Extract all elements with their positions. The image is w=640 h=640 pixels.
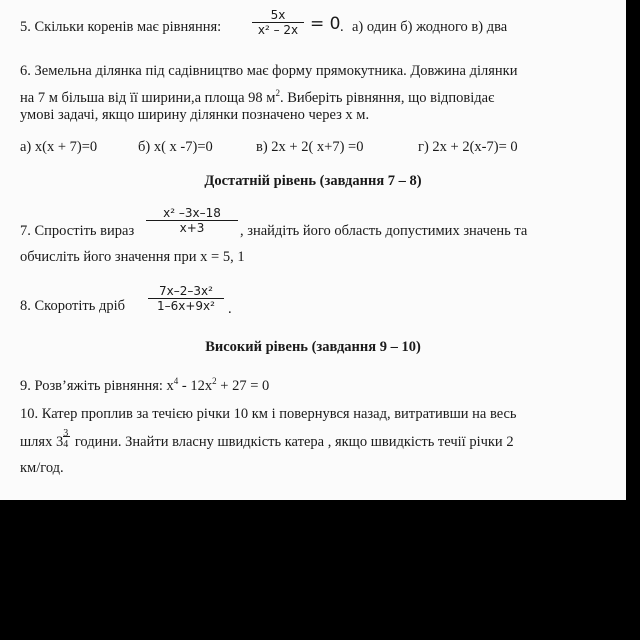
- q6-line2: на 7 м більша від її ширини,а площа 98 $м^2$. Виберіть рівняння, що відповідає: [20, 88, 495, 106]
- q7-fraction-denominator: x+3: [179, 221, 205, 235]
- q5-equals-zero: = 0: [310, 14, 341, 34]
- q9-equation: 9. Розв’яжіть рівняння: $х^4 - 12х^2 + 27 = 0$: [20, 376, 270, 394]
- q7-prefix: 7. Спростіть вираз: [20, 223, 135, 239]
- q10-mixed-fraction: $\frac{3}{4}$: [63, 427, 69, 450]
- q6-option-g: г) 2х + 2(х-7)= 0: [418, 139, 518, 155]
- section-heading-sufficient: Достатній рівень (завдання 7 – 8): [204, 173, 422, 189]
- q8-fraction: [148, 284, 224, 313]
- q6-option-a: а) х(х + 7)=0: [20, 139, 98, 155]
- q6-line2-superscript: 2: [275, 88, 280, 98]
- q7-line2: обчисліть його значення при х = 5, 1: [20, 249, 245, 265]
- q10-line2: шлях 3 $\frac{3}{4}$ години. Знайти власну швидкість катера , якщо швидкість течії річки 2: [20, 427, 514, 450]
- q10-line3: км/год.: [20, 460, 64, 476]
- q6-line3: умові задачі, якщо ширину ділянки позначено через х м.: [20, 107, 370, 123]
- q9-exponent-2: 2: [212, 376, 217, 386]
- section-heading-high: Високий рівень (завдання 9 – 10): [205, 339, 421, 355]
- q8-fraction-denominator: 1–6x+9x²: [157, 299, 215, 313]
- q8-prefix: 8. Скоротіть дріб: [20, 298, 126, 314]
- q8-fraction-numerator: 7x–2–3x²: [159, 284, 213, 298]
- q9-exponent-4: 4: [173, 376, 179, 386]
- q8-suffix: .: [228, 301, 232, 317]
- q5-dot: .: [340, 19, 344, 35]
- q7-suffix: , знайдіть його область допустимих значень та: [240, 223, 528, 239]
- q7-fraction-numerator: x² –3x–18: [163, 206, 221, 220]
- q7-fraction: [146, 206, 238, 235]
- q5-fraction-denominator: x² – 2x: [257, 23, 299, 37]
- q6-option-v: в) 2х + 2( х+7) =0: [256, 139, 364, 155]
- q5-prefix: 5. Скільки коренів має рівняння:: [20, 19, 222, 35]
- q6-option-b: б) х( х -7)=0: [138, 139, 213, 155]
- q6-line1: 6. Земельна ділянка під садівництво має форму прямокутника. Довжина ділянки: [20, 63, 518, 79]
- q5-fraction-numerator: 5x: [270, 8, 286, 22]
- q5-fraction: [252, 8, 304, 37]
- q10-line1: 10. Катер проплив за течією річки 10 км і повернувся назад, витративши на весь: [20, 406, 517, 422]
- q5-options: а) один б) жодного в) два: [352, 19, 508, 35]
